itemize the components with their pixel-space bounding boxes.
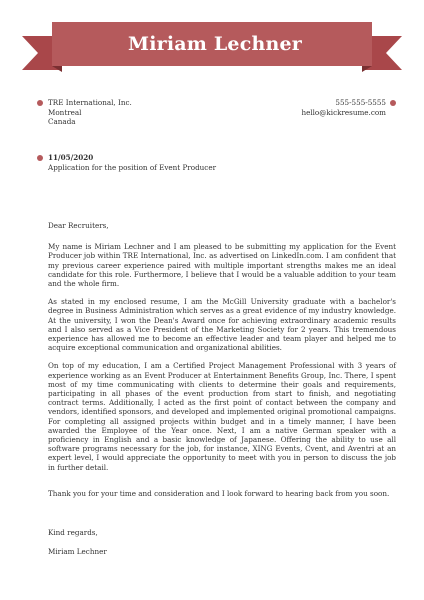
- sender-country: Canada: [48, 117, 76, 126]
- sender-city: Montreal: [48, 107, 82, 117]
- thanks-line: Thank you for your time and consideration and I look forward to hearing back from you soon.: [48, 488, 390, 498]
- salutation: Dear Recruiters,: [48, 221, 109, 230]
- signature: Miriam Lechner: [48, 547, 107, 557]
- paragraph-intro: My name is Miriam Lechner and I am pleased to be submitting my application for the Event Producer job within TRE International, Inc. as advertised on LinkedIn.com. I am confident that my previous career experience paired with multiple important strengths makes me an ideal candidate for this role. Furthermore, I believe that I would be a valuable addition to your team and the whole firm.: [48, 242, 396, 289]
- sender-bullet: [37, 100, 43, 106]
- letter-date: 11/05/2020: [48, 153, 94, 162]
- contact-phone: 555-555-5555: [335, 98, 386, 107]
- paragraph-education: As stated in my enclosed resume, I am the McGill University graduate with a bachelor's degree in Business Administration which serves as a great evidence of my industry knowledge. At the university, I won the Dean's Award once for achieving extraordinary academic results and I also served as a Vice President of the Marketing Society for 2 years. This tremendous experience has allowed me to become an effective leader and team player and helped me to acquire exceptional communication and organizational abilities.: [48, 297, 396, 353]
- applicant-name: Miriam Lechner: [127, 33, 303, 55]
- contact-bullet: [390, 100, 396, 106]
- letter-subject: Application for the position of Event Producer: [48, 162, 217, 172]
- date-bullet: [37, 155, 43, 161]
- closing: Kind regards,: [48, 528, 98, 538]
- header-ribbon: [0, 0, 424, 90]
- date-subject-block: [48, 153, 216, 172]
- letter-body: [48, 221, 396, 556]
- sender-address: [48, 98, 132, 127]
- contact-email: hello@kickresume.com: [301, 107, 386, 117]
- paragraph-experience: On top of my education, I am a Certified Project Management Professional with 3 years of experience working as an Event Producer at Entertainment Benefits Group, Inc. There, I spent most of my time communicating with clients to determine their goals and requirements, participating in all phases of the event production from start to finish, and negotiating contract terms. Additionally, I acted as the first point of contact between the company and vendors, identified sponsors, and developed and implemented original promotional campaigns. For completing all assigned projects within budget and in a timely manner, I have been awarded the Employee of the Year once. Next, I am a native German speaker with a proficiency in English and a basic knowledge of Japanese. Offering the ability to use all software programs necessary for the job, for instance, XING Events, Cvent, and Aventri at an expert level, I would appreciate the opportunity to meet with you in person to discuss the job in further detail.: [48, 361, 396, 472]
- contact-info: [301, 98, 386, 117]
- sender-company: TRE International, Inc.: [48, 98, 132, 107]
